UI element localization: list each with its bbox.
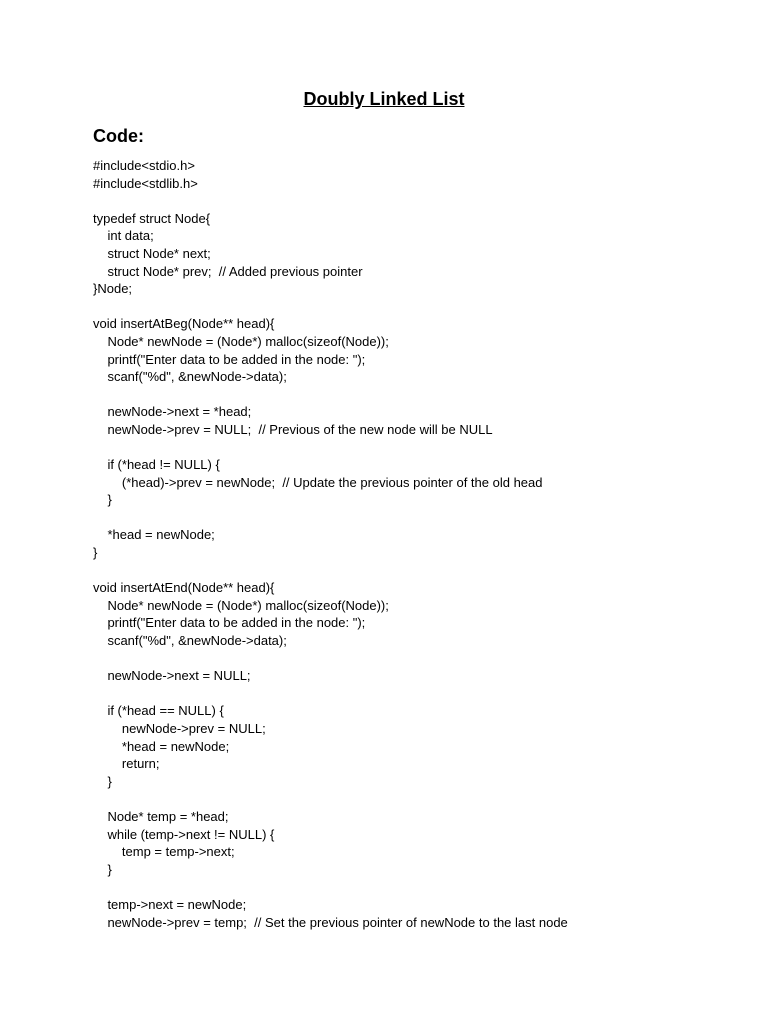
code-line: printf("Enter data to be added in the node: "); bbox=[93, 615, 366, 631]
code-line bbox=[93, 790, 713, 808]
code-line bbox=[93, 509, 713, 527]
code-line: struct Node* next; bbox=[93, 245, 211, 261]
code-line bbox=[93, 192, 713, 210]
code-line: (*head)->prev = newNode; // Update the previous pointer of the old head bbox=[93, 474, 543, 490]
code-line: } bbox=[93, 545, 98, 561]
code-line: Node* temp = *head; bbox=[93, 808, 229, 824]
section-heading-code: Code: bbox=[93, 126, 144, 146]
code-line: }Node; bbox=[93, 281, 133, 297]
code-line bbox=[93, 439, 713, 457]
code-line: temp->next = newNode; bbox=[93, 896, 247, 912]
code-line: void insertAtBeg(Node** head){ bbox=[93, 316, 275, 332]
code-line: *head = newNode; bbox=[93, 527, 215, 543]
code-line: newNode->prev = NULL; bbox=[93, 721, 266, 736]
code-line: scanf("%d", &newNode->data); bbox=[93, 369, 287, 385]
code-line: newNode->next = NULL; bbox=[93, 668, 251, 684]
code-line: #include<stdio.h> bbox=[93, 158, 195, 173]
code-line: *head = newNode; bbox=[93, 738, 230, 754]
code-line bbox=[93, 386, 713, 404]
code-line: typedef struct Node{ bbox=[93, 210, 211, 226]
code-line: struct Node* prev; // Added previous pointer bbox=[93, 263, 363, 279]
code-block bbox=[93, 157, 713, 931]
code-line: newNode->prev = temp; // Set the previous pointer of newNode to the last node bbox=[93, 914, 568, 930]
code-line bbox=[93, 562, 713, 580]
code-line bbox=[93, 298, 713, 316]
code-line bbox=[93, 650, 713, 668]
code-line: void insertAtEnd(Node** head){ bbox=[93, 580, 275, 596]
code-line: if (*head != NULL) { bbox=[93, 457, 220, 473]
code-line bbox=[93, 685, 713, 703]
code-line: } bbox=[93, 492, 112, 508]
code-line: #include<stdlib.h> bbox=[93, 175, 198, 191]
code-line: while (temp->next != NULL) { bbox=[93, 826, 275, 842]
code-line: if (*head == NULL) { bbox=[93, 703, 224, 719]
code-line bbox=[93, 878, 713, 896]
code-line: Node* newNode = (Node*) malloc(sizeof(Node)); bbox=[93, 597, 389, 613]
code-line: newNode->prev = NULL; // Previous of the new node will be NULL bbox=[93, 421, 493, 437]
code-line: Node* newNode = (Node*) malloc(sizeof(Node)); bbox=[93, 333, 389, 349]
code-line: newNode->next = *head; bbox=[93, 404, 252, 420]
code-line: int data; bbox=[93, 228, 154, 244]
code-line: } bbox=[93, 861, 112, 877]
code-line: temp = temp->next; bbox=[93, 844, 235, 860]
code-line: } bbox=[93, 773, 112, 789]
code-line: return; bbox=[93, 756, 160, 772]
document-title: Doubly Linked List bbox=[303, 89, 465, 109]
code-line: scanf("%d", &newNode->data); bbox=[93, 633, 287, 649]
code-line: printf("Enter data to be added in the node: "); bbox=[93, 351, 366, 367]
